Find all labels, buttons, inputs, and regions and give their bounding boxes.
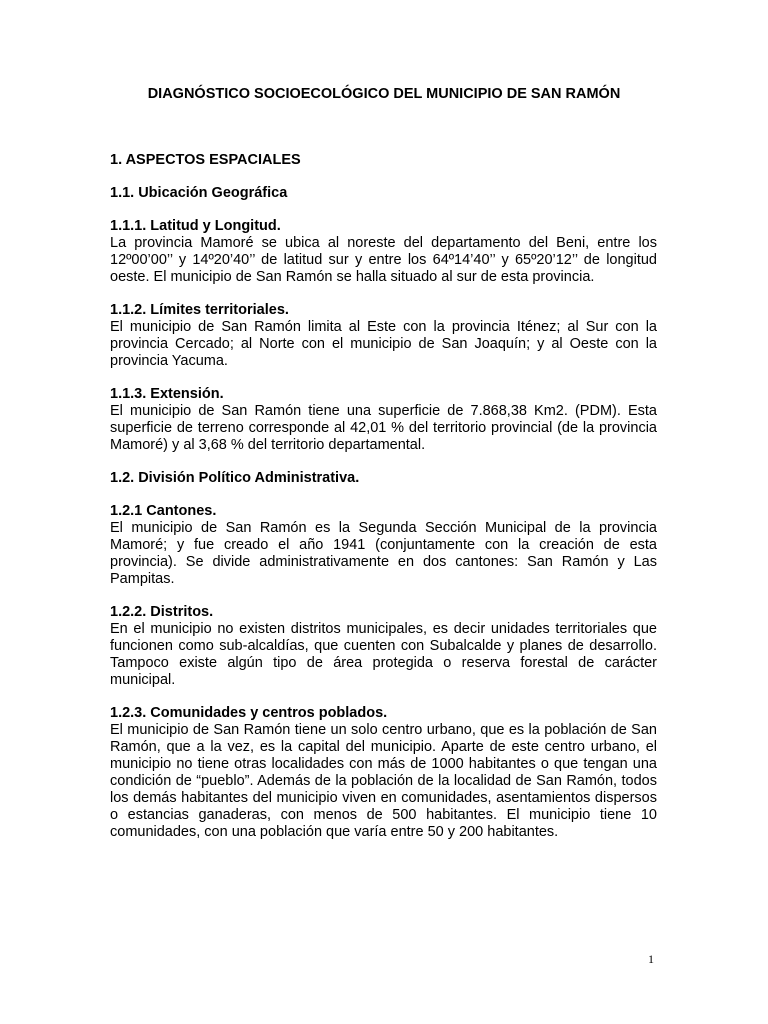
section-heading-division-politico-administrativa: 1.2. División Político Administrativa.: [110, 470, 360, 486]
section-distritos: [110, 604, 657, 689]
subsection-heading-cantones: 1.2.1 Cantones.: [110, 503, 217, 519]
paragraph-cantones: El municipio de San Ramón es la Segunda Sección Municipal de la provincia Mamoré; y fue creado el año 1941 (conjuntamente con la creación de esta provincia). Se divide administrativamente en dos cantones: San Ramón y Las Pampitas.: [110, 520, 657, 587]
subsection-heading-latitud-longitud: 1.1.1. Latitud y Longitud.: [110, 218, 281, 234]
section-heading-aspectos-espaciales: 1. ASPECTOS ESPACIALES: [110, 152, 301, 168]
paragraph-latitud-longitud: La provincia Mamoré se ubica al noreste del departamento del Beni, entre los 12º00’00’’ y 14º20’40’’ de latitud sur y entre los 64º14’40’’ y 65º20’12’’ de longitud oeste. El municipio de San Ramón se halla situado al sur de esta provincia.: [110, 235, 657, 285]
paragraph-distritos: En el municipio no existen distritos municipales, es decir unidades territoriales que funcionen como sub-alcaldías, que cuenten con Subalcalde y planes de desarrollo. Tampoco existe algún tipo de área protegida o reserva forestal de carácter municipal.: [110, 621, 657, 688]
paragraph-limites-territoriales: El municipio de San Ramón limita al Este con la provincia Iténez; al Sur con la provincia Cercado; al Norte con el municipio de San Joaquín; y al Oeste con la provincia Yacuma.: [110, 319, 657, 369]
document-body: [110, 152, 657, 857]
section-latitud-longitud: [110, 218, 657, 286]
section-comunidades-centros-poblados: [110, 705, 657, 841]
subsection-heading-extension: 1.1.3. Extensión.: [110, 386, 224, 402]
subsection-heading-limites-territoriales: 1.1.2. Límites territoriales.: [110, 302, 289, 318]
subsection-heading-comunidades: 1.2.3. Comunidades y centros poblados.: [110, 705, 388, 721]
section-limites-territoriales: [110, 302, 657, 370]
section-cantones: [110, 503, 657, 588]
page-number: 1: [648, 952, 654, 966]
document-title: DIAGNÓSTICO SOCIOECOLÓGICO DEL MUNICIPIO DE SAN RAMÓN: [147, 86, 621, 102]
subsection-heading-distritos: 1.2.2. Distritos.: [110, 604, 214, 620]
paragraph-extension: El municipio de San Ramón tiene una superficie de 7.868,38 Km2. (PDM). Esta superficie de terreno corresponde al 42,01 % del territorio provincial (de la provincia Mamoré) y al 3,68 % del territorio departamental.: [110, 403, 657, 453]
section-heading-ubicacion-geografica: 1.1. Ubicación Geográfica: [110, 185, 288, 201]
section-extension: [110, 386, 657, 454]
paragraph-comunidades: El municipio de San Ramón tiene un solo centro urbano, que es la población de San Ramón, que a la vez, es la capital del municipio. Aparte de este centro urbano, el municipio no tiene otras localidades con más de 1000 habitantes o que tengan una condición de “pueblo”. Además de la población de la localidad de San Ramón, todos los demás habitantes del municipio viven en comunidades, asentamientos dispersos o estancias ganaderas, con menos de 500 habitantes. El municipio tiene 10 comunidades, con una población que varía entre 50 y 200 habitantes.: [110, 722, 657, 840]
